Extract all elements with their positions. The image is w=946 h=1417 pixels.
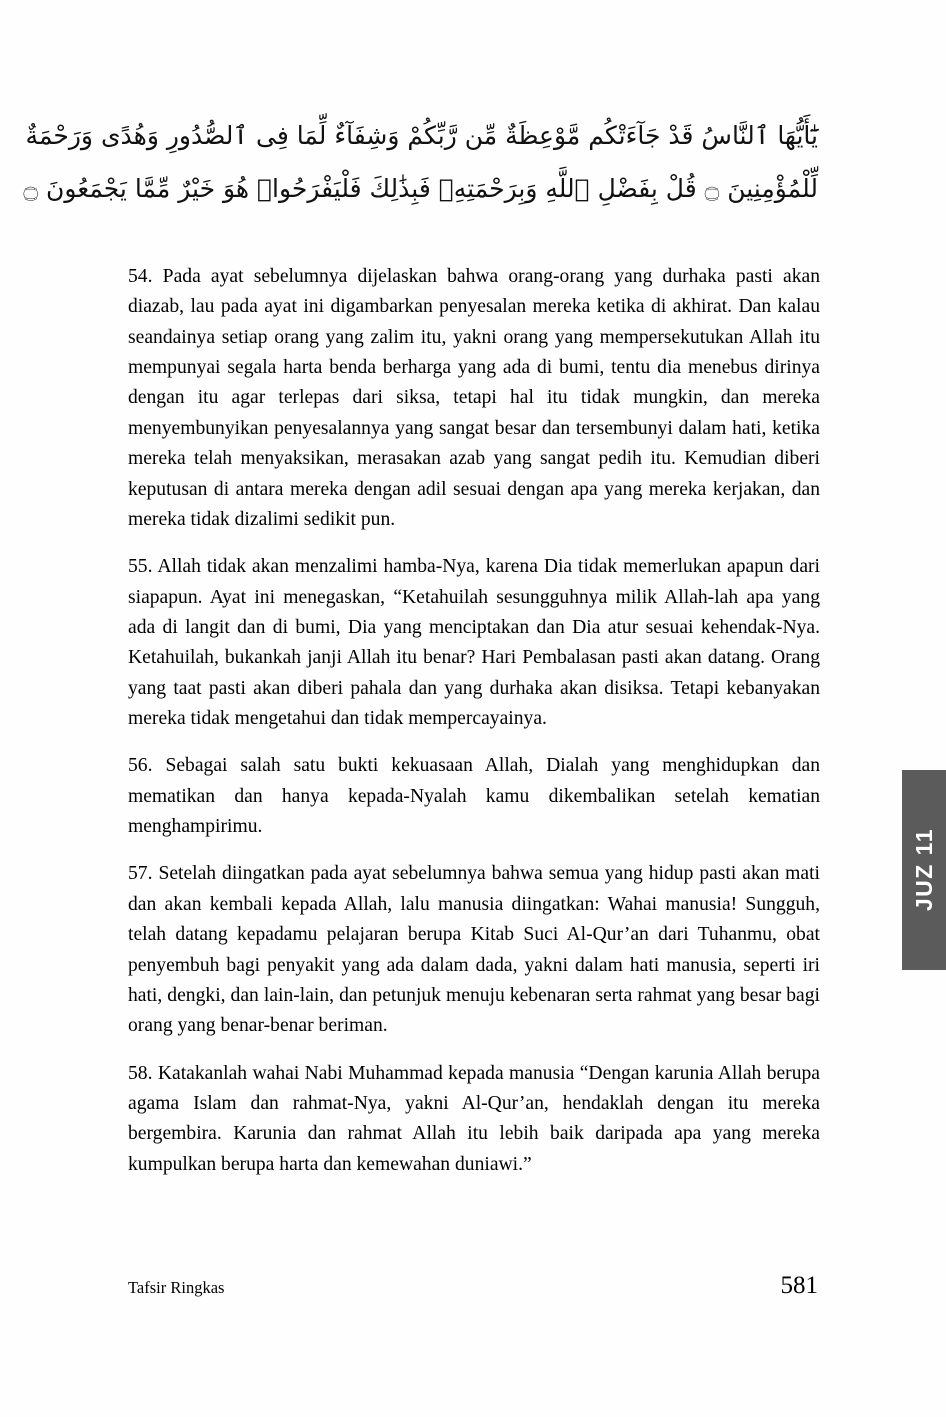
paragraph-number-54: 54.: [128, 266, 153, 287]
paragraph-56: [128, 751, 820, 842]
paragraph-54: [128, 262, 820, 535]
paragraph-57: [128, 859, 820, 1041]
juz-side-tab: [902, 770, 946, 970]
paragraph-text-58: Katakanlah wahai Nabi Muhammad kepada manusia “Dengan karunia Allah berupa agama Islam dan rahmat-Nya, yakni Al-Qur’an, hendaklah dengan itu mereka bergembira. Karunia dan rahmat Allah itu lebih baik daripada apa yang mereka kumpulkan berupa harta dan kemewahan duniawi.”: [128, 1062, 820, 1175]
paragraph-number-55: 55.: [128, 556, 153, 578]
paragraph-text-57: Setelah diingatkan pada ayat sebelumnya bahwa semua yang hidup pasti akan mati dan akan kembali kepada Allah, lalu manusia diingatkan: Wahai manusia! Sungguh, telah datang kepadamu pelajaran berupa Kitab Suci Al-Qur’an dari Tuhanmu, obat penyembuh bagi penyakit yang ada dalam dada, yakni dalam hati manusia, seperti iri hati, dengki, dan lain-lain, dan petunjuk menuju kebenaran serta rahmat yang besar bagi orang yang benar-benar beriman.: [128, 863, 820, 1037]
arabic-verse-line-1: يَٰٓأَيُّهَا ٱلنَّاسُ قَدْ جَآءَتْكُم مَّوْعِظَةٌ مِّن رَّبِّكُمْ وَشِفَآءٌ لِّمَا فِى ٱلصُّدُورِ وَهُدًى وَرَحْمَةٌ: [25, 121, 818, 150]
paragraph-55: [128, 552, 820, 734]
paragraph-58: [128, 1059, 820, 1180]
paragraph-text-54: Pada ayat sebelumnya dijelaskan bahwa orang-orang yang durhaka pasti akan diazab, lau pada ayat ini digambarkan penyesalan mereka ketika di akhirat. Dan kalau seandainya setiap orang yang zalim itu, yakni orang yang mempersekutukan Allah itu mempunyai segala harta benda berharga yang ada di bumi, tentu dia menebus dirinya dengan itu agar terlepas dari siksa, tetapi hal itu tidak mungkin, dan mereka menyembunyikan penyesalannya yang sangat besar dan tersembunyi dalam hati, ketika mereka telah menyaksikan, merasakan azab yang sangat pedih itu. Kemudian diberi keputusan di antara mereka dengan adil sesuai dengan apa yang mereka kerjakan, dan mereka tidak dizalimi sedikit pun.: [128, 266, 820, 530]
paragraph-text-55: Allah tidak akan menzalimi hamba-Nya, karena Dia tidak memerlukan apapun dari siapapun. Ayat ini menegaskan, “Ketahuilah sesungguhnya milik Allah-lah apa yang ada di langit dan di bumi, Dia yang menciptakan dan Dia atur sesuai kehendak-Nya. Ketahuilah, bukankah janji Allah itu benar? Hari Pembalasan pasti akan datang. Orang yang taat pasti akan diberi pahala dan yang durhaka akan disiksa. Tetapi kebanyakan mereka tidak mengetahui dan tidak mempercayainya.: [128, 556, 820, 730]
arabic-verse-line-2: لِّلْمُؤْمِنِينَ ۝ قُلْ بِفَضْلِ ٱللَّهِ وَبِرَحْمَتِهِۦ فَبِذَٰلِكَ فَلْيَفْرَحُوا۟ هُوَ خَيْرٌ مِّمَّا يَجْمَعُونَ ۝: [23, 173, 818, 203]
page-number: 581: [780, 1272, 818, 1299]
paragraph-number-57: 57.: [128, 863, 153, 885]
body-content: [128, 262, 820, 1197]
paragraph-number-56: 56.: [128, 755, 153, 777]
arabic-verse-block: [23, 112, 818, 214]
paragraph-number-58: 58.: [128, 1062, 153, 1084]
paragraph-text-56: Sebagai salah satu bukti kekuasaan Allah, Dialah yang menghidupkan dan mematikan dan hanya kepada-Nyalah kamu dikembalikan setelah kematian menghampirimu.: [128, 755, 820, 838]
page-footer: [128, 1272, 818, 1300]
juz-label: JUZ 11: [910, 828, 937, 912]
footer-book-title: Tafsir Ringkas: [128, 1278, 225, 1297]
